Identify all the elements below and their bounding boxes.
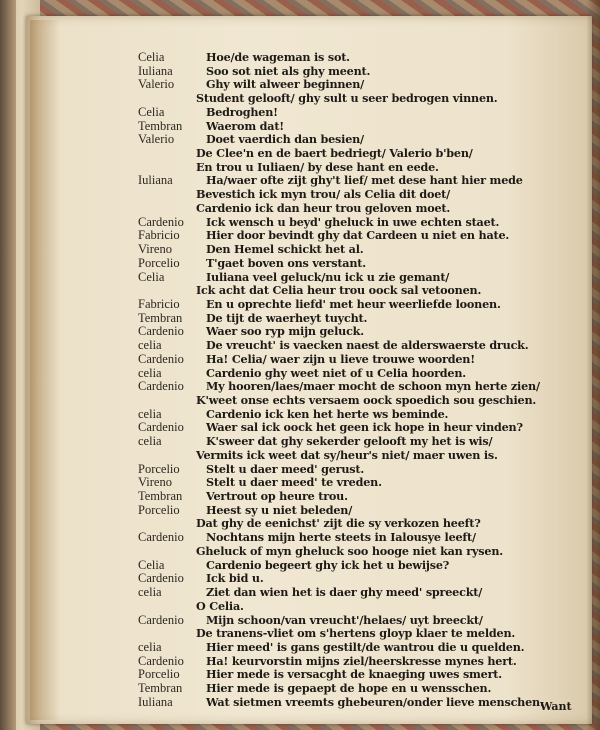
speaker-name: Cardenio bbox=[138, 379, 184, 394]
speaker-name: celia bbox=[138, 406, 162, 421]
speaker-name: Valerio bbox=[138, 132, 175, 147]
verse-text: Soo sot niet als ghy meent. bbox=[206, 63, 371, 78]
speaker-name: Porcelio bbox=[138, 502, 180, 517]
speaker-name: Celia bbox=[138, 50, 165, 64]
speaker-name: Tembran bbox=[138, 118, 183, 133]
verse-text: Nochtans mijn herte steets in Ialousye leeft/ bbox=[206, 530, 476, 545]
verse-text: Hier meed' is gans gestilt/de wantrou die u quelden. bbox=[206, 639, 525, 654]
verse-text: Den Hemel schickt het al. bbox=[206, 242, 364, 257]
speaker-name: Iuliana bbox=[138, 63, 173, 78]
verse-text: Dat ghy de eenichst' zijt die sy verkozen heeft? bbox=[196, 516, 481, 531]
speaker-name: Celia bbox=[138, 557, 165, 572]
speaker-name: Cardenio bbox=[138, 351, 184, 366]
verse-text: De tranens-vliet om s'hertens gloyp klaer te melden. bbox=[196, 626, 516, 641]
play-line bbox=[0, 695, 600, 711]
verse-text: Hier mede is versacght de knaeging uwes smert. bbox=[206, 667, 502, 682]
speaker-name: celia bbox=[138, 338, 162, 353]
speaker-name: Fabricio bbox=[138, 228, 180, 243]
verse-text: Vermits ick weet dat sy/heur's niet/ maer uwen is. bbox=[196, 447, 498, 462]
verse-text: Heest sy u niet beleden/ bbox=[206, 502, 353, 517]
verse-text: Doet vaerdich dan besien/ bbox=[206, 132, 364, 147]
speaker-name: Celia bbox=[138, 104, 165, 119]
verse-text: Waerom dat! bbox=[206, 118, 284, 133]
speaker-name: Vireno bbox=[138, 242, 172, 257]
verse-text: K'sweer dat ghy sekerder gelooft my het is wis/ bbox=[206, 434, 493, 449]
verse-text: Stelt u daer meed' gerust. bbox=[206, 461, 365, 476]
verse-text: Bevestich ick myn trou/ als Celia dit doet/ bbox=[196, 187, 451, 202]
verse-text: En u oprechte liefd' met heur weerliefde loonen. bbox=[206, 296, 501, 311]
verse-text: Ick bid u. bbox=[206, 571, 264, 586]
speaker-name: Iuliana bbox=[138, 173, 173, 188]
speaker-name: Cardenio bbox=[138, 653, 184, 668]
speaker-name: Cardenio bbox=[138, 214, 184, 229]
verse-text: Bedroghen! bbox=[206, 104, 278, 119]
verse-text: Student gelooft/ ghy sult u seer bedrogen vinnen. bbox=[196, 91, 498, 106]
speaker-name: Tembran bbox=[138, 489, 183, 504]
speaker-name: celia bbox=[138, 434, 162, 449]
verse-text: De vreucht' is vaecken naest de alderswaerste druck. bbox=[206, 338, 529, 353]
verse-text: T'gaet boven ons verstant. bbox=[206, 255, 366, 270]
verse-text: K'weet onse echts versaem oock spoedich sou geschien. bbox=[196, 393, 537, 407]
speaker-name: Cardenio bbox=[138, 612, 184, 627]
verse-text: Cardenio begeert ghy ick het u bewijse? bbox=[206, 557, 450, 572]
catchword: Want bbox=[540, 700, 572, 713]
verse-text: Ziet dan wien het is daer ghy meed' spreeckt/ bbox=[206, 585, 483, 600]
speaker-name: Celia bbox=[138, 269, 165, 284]
verse-text: De Clee'n en de baert bedriegt/ Valerio b'ben/ bbox=[196, 146, 473, 161]
speaker-name: celia bbox=[138, 585, 162, 600]
verse-text: En trou u Iuliaen/ by dese hant en eede. bbox=[196, 159, 439, 174]
verse-text: Waer sal ick oock het geen ick hope in heur vinden? bbox=[206, 420, 523, 435]
verse-text: Hier mede is gepaept de hope en u wensschen. bbox=[206, 681, 492, 696]
verse-text: Ick acht dat Celia heur trou oock sal vetoonen. bbox=[196, 283, 482, 298]
speaker-name: Tembran bbox=[138, 310, 183, 325]
verse-text: Cardenio ick ken het herte ws beminde. bbox=[206, 406, 449, 421]
verse-text: Ha! Celia/ waer zijn u lieve trouwe woorden! bbox=[206, 351, 475, 366]
verse-text: De tijt de waerheyt tuycht. bbox=[206, 310, 368, 325]
verse-text: Gheluck of myn gheluck soo hooge niet kan rysen. bbox=[196, 543, 503, 558]
verse-text: My hooren/laes/maer mocht de schoon myn herte zien/ bbox=[206, 379, 540, 394]
speaker-name: Porcelio bbox=[138, 461, 180, 476]
verse-text: Stelt u daer meed' te vreden. bbox=[206, 475, 382, 490]
verse-text: O Celia. bbox=[196, 598, 244, 613]
verse-text: Cardenio ghy weet niet of u Celia hoorden. bbox=[206, 365, 466, 380]
speaker-name: Tembran bbox=[138, 681, 183, 696]
speaker-name: Cardenio bbox=[138, 530, 184, 545]
verse-text: Ha/waer ofte zijt ghy't lief/ met dese hant hier mede bbox=[206, 173, 523, 188]
verse-text: Waer soo ryp mijn geluck. bbox=[206, 324, 364, 339]
speaker-name: Iuliana bbox=[138, 694, 173, 709]
speaker-name: Porcelio bbox=[138, 667, 180, 682]
verse-text: Hoe/de wageman is sot. bbox=[206, 50, 350, 64]
verse-text: Cardenio ick dan heur trou geloven moet. bbox=[196, 200, 451, 215]
speaker-name: Cardenio bbox=[138, 571, 184, 586]
speaker-name: Vireno bbox=[138, 475, 172, 490]
verse-text: Vertrout op heure trou. bbox=[206, 489, 348, 504]
speaker-name: celia bbox=[138, 639, 162, 654]
verse-text: Ghy wilt alweer beginnen/ bbox=[206, 77, 365, 92]
verse-text: Hier door bevindt ghy dat Cardeen u niet en hate. bbox=[206, 228, 510, 243]
speaker-name: celia bbox=[138, 365, 162, 380]
verse-text: Iuliana veel geluck/nu ick u zie gemant/ bbox=[206, 269, 450, 284]
speaker-name: Cardenio bbox=[138, 420, 184, 435]
speaker-name: Porcelio bbox=[138, 255, 180, 270]
verse-text: Ick wensch u beyd' gheluck in uwe echten staet. bbox=[206, 214, 500, 229]
verse-text: Ha! keurvorstin mijns ziel/heerskresse mynes hert. bbox=[206, 653, 517, 668]
speaker-name: Valerio bbox=[138, 77, 175, 92]
verse-text: Mijn schoon/van vreucht'/helaes/ uyt breeckt/ bbox=[206, 612, 483, 627]
speaker-name: Cardenio bbox=[138, 324, 184, 339]
speaker-name: Fabricio bbox=[138, 296, 180, 311]
verse-text: Wat sietmen vreemts ghebeuren/onder lieve menschen. bbox=[206, 694, 544, 709]
